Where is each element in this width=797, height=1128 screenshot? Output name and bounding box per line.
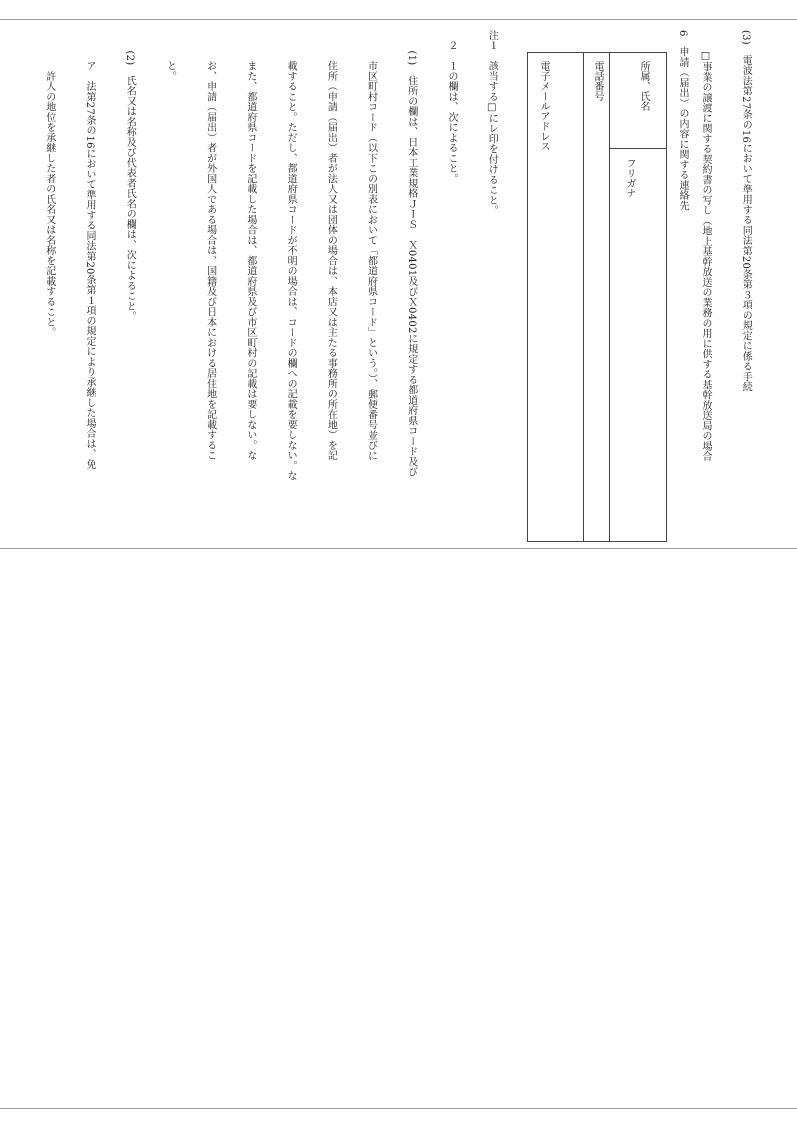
section3-line: □事業の譲渡に関する契約書の写し（地上基幹放送の業務の用に供する基幹放送局の場合 — [699, 30, 711, 462]
note-line: 許人の地位を承継した者の氏名又は名称を記載すること。 — [43, 30, 55, 338]
note-line: また、都道府県コードを記載した場合は、都道府県及び市区町村の記載は要しない。な — [244, 30, 256, 461]
email-label: 電子メールアドレス — [538, 61, 549, 151]
notes-section — [20, 30, 525, 550]
contact-section-title: 6 申請（届出）の内容に関する連絡先 — [677, 30, 688, 211]
section3-attachments — [689, 30, 779, 550]
contact-row-email — [528, 53, 584, 541]
contact-row-phone — [583, 53, 610, 541]
contact-row-affiliation — [609, 53, 666, 541]
note-line: ア 法第27条の16において準用する同法第20条第１項の規定により承継した場合は、免 — [84, 30, 95, 470]
note-line: ２ １の欄は、次によること。 — [445, 30, 457, 184]
note-line: (1) 住所の欄は、日本工業規格ＪＩＳ Ｘ0401及びＸ0402に規定する都道府県コード及び — [405, 30, 417, 478]
note-line: 住所（申請（届出）者が法人又は団体の場合は、本店又は主たる事務所の所在地）を記 — [325, 30, 337, 461]
contact-table — [527, 52, 667, 542]
note-line: (2) 氏名又は名称及び代表者氏名の欄は、次によること。 — [124, 30, 136, 322]
note-line: 市区町村コード（以下この別表において「都道府県コード」という。）、郵便番号並びに — [365, 30, 377, 461]
note-line: 載すること。ただし、都道府県コードが不明の場合は、コードの欄への記載を要しない。な — [285, 30, 297, 481]
furigana-label: フリガナ — [624, 158, 635, 198]
affiliation-divider — [610, 148, 666, 149]
section3-line: (3) 電波法第27条の16において準用する同法第20条第３項の規定に係る手続 — [740, 30, 752, 393]
note-line: と。 — [164, 30, 176, 82]
phone-label: 電話番号 — [592, 61, 603, 101]
note-line: 注１ 該当する□にレ印を付けること。 — [486, 30, 498, 216]
top-rule — [0, 19, 797, 20]
note-line: お、申請（届出）者が外国人である場合は、国籍及び日本における居住地を記載するこ — [204, 30, 216, 461]
bottom-rule — [0, 1108, 797, 1109]
affiliation-label: 所属、氏名 — [638, 61, 649, 111]
